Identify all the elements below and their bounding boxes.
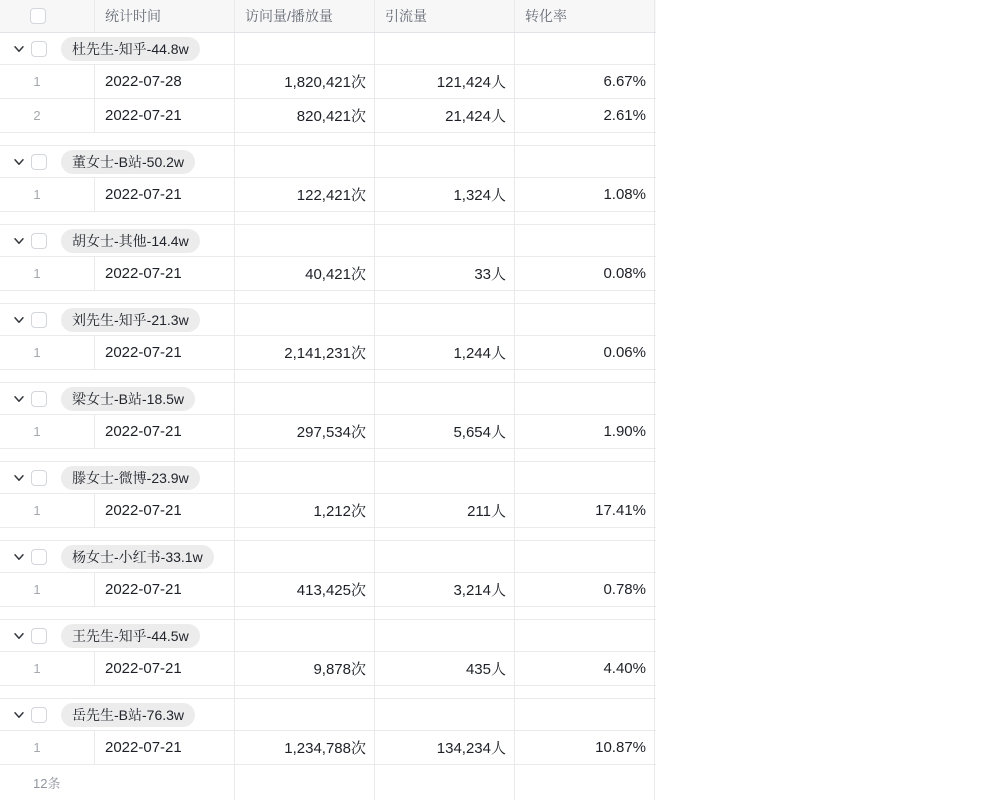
table-header [0,0,656,33]
group-label: 董女士-B站-50.2w [61,150,195,174]
group-rows [0,257,656,291]
group-spacer [0,607,656,620]
group-block [0,133,656,212]
group-spacer [0,133,656,146]
group-checkbox[interactable] [31,233,47,249]
group-rows [0,494,656,528]
group-rows [0,415,656,449]
cell-rate[interactable]: 2.61% [515,99,655,132]
chevron-down-icon[interactable] [12,42,26,56]
cell-rate[interactable]: 6.67% [515,65,655,98]
cell-date[interactable]: 2022-07-28 [95,65,235,98]
group-spacer [0,686,656,699]
cell-rate[interactable]: 0.08% [515,257,655,290]
cell-visits[interactable]: 2,141,231次 [235,336,375,369]
select-all-checkbox[interactable] [30,8,46,24]
table-row[interactable] [0,178,656,212]
table-row[interactable] [0,99,656,133]
group-header-row [0,699,656,731]
cell-date[interactable]: 2022-07-21 [95,731,235,764]
cell-date[interactable]: 2022-07-21 [95,652,235,685]
cell-date[interactable]: 2022-07-21 [95,257,235,290]
group-title-cell [0,304,235,335]
cell-leads[interactable]: 435人 [375,652,515,685]
group-checkbox[interactable] [31,154,47,170]
group-header-row [0,462,656,494]
cell-date[interactable]: 2022-07-21 [95,573,235,606]
group-title-cell [0,462,235,493]
group-rows [0,652,656,686]
group-header-row [0,33,656,65]
table-row[interactable] [0,65,656,99]
row-number: 2 [0,99,95,132]
cell-date[interactable]: 2022-07-21 [95,336,235,369]
cell-leads[interactable]: 134,234人 [375,731,515,764]
group-header-row [0,225,656,257]
column-header-visits[interactable]: 访问量/播放量 [235,0,375,32]
cell-visits[interactable]: 1,212次 [235,494,375,527]
group-label: 胡女士-其他-14.4w [61,229,200,253]
chevron-down-icon[interactable] [12,629,26,643]
group-checkbox[interactable] [31,312,47,328]
group-label: 杨女士-小红书-33.1w [61,545,214,569]
group-block [0,212,656,291]
cell-leads[interactable]: 211人 [375,494,515,527]
chevron-down-icon[interactable] [12,155,26,169]
cell-leads[interactable]: 1,244人 [375,336,515,369]
group-rows [0,65,656,133]
chevron-down-icon[interactable] [12,471,26,485]
row-number: 1 [0,178,95,211]
group-spacer [0,212,656,225]
chevron-down-icon[interactable] [12,550,26,564]
cell-date[interactable]: 2022-07-21 [95,415,235,448]
cell-visits[interactable]: 1,820,421次 [235,65,375,98]
group-rows [0,573,656,607]
cell-leads[interactable]: 21,424人 [375,99,515,132]
row-number: 1 [0,257,95,290]
row-number: 1 [0,336,95,369]
group-label: 梁女士-B站-18.5w [61,387,195,411]
table-body [0,33,656,765]
cell-rate[interactable]: 17.41% [515,494,655,527]
row-number: 1 [0,65,95,98]
group-label: 杜先生-知乎-44.8w [61,37,200,61]
group-label: 刘先生-知乎-21.3w [61,308,200,332]
table-row[interactable] [0,257,656,291]
group-title-cell [0,33,235,64]
cell-visits[interactable]: 9,878次 [235,652,375,685]
group-block [0,528,656,607]
group-rows [0,336,656,370]
table-row[interactable] [0,652,656,686]
group-checkbox[interactable] [31,470,47,486]
group-block [0,686,656,765]
group-title-cell [0,225,235,256]
table-row[interactable] [0,494,656,528]
group-block [0,449,656,528]
column-header-leads[interactable]: 引流量 [375,0,515,32]
group-spacer [0,291,656,304]
cell-visits[interactable]: 820,421次 [235,99,375,132]
cell-date[interactable]: 2022-07-21 [95,178,235,211]
group-checkbox[interactable] [31,41,47,57]
cell-leads[interactable]: 1,324人 [375,178,515,211]
group-title-cell [0,541,235,572]
row-number: 1 [0,731,95,764]
record-count: 12条 [0,765,235,800]
chevron-down-icon[interactable] [12,708,26,722]
group-header-row [0,620,656,652]
cell-visits[interactable]: 122,421次 [235,178,375,211]
cell-rate[interactable]: 4.40% [515,652,655,685]
group-title-cell [0,383,235,414]
row-number: 1 [0,494,95,527]
group-block [0,607,656,686]
group-title-cell [0,699,235,730]
group-checkbox[interactable] [31,628,47,644]
group-label: 王先生-知乎-44.5w [61,624,200,648]
group-checkbox[interactable] [31,391,47,407]
group-label: 滕女士-微博-23.9w [61,466,200,490]
group-spacer [0,449,656,462]
cell-rate[interactable]: 1.90% [515,415,655,448]
group-title-cell [0,620,235,651]
group-header-row [0,146,656,178]
group-rows [0,178,656,212]
column-header-date[interactable]: 统计时间 [95,0,235,32]
cell-leads[interactable]: 121,424人 [375,65,515,98]
row-number: 1 [0,652,95,685]
cell-rate[interactable]: 0.78% [515,573,655,606]
cell-date[interactable]: 2022-07-21 [95,494,235,527]
header-select-cell [0,0,95,32]
cell-leads[interactable]: 5,654人 [375,415,515,448]
group-block [0,291,656,370]
group-block [0,33,656,133]
group-label: 岳先生-B站-76.3w [61,703,195,727]
group-block [0,370,656,449]
group-checkbox[interactable] [31,707,47,723]
group-header-row [0,304,656,336]
table-row[interactable] [0,336,656,370]
group-header-row [0,541,656,573]
table-row[interactable] [0,731,656,765]
cell-visits[interactable]: 413,425次 [235,573,375,606]
cell-rate[interactable]: 0.06% [515,336,655,369]
cell-rate[interactable]: 1.08% [515,178,655,211]
row-number: 1 [0,573,95,606]
table-row[interactable] [0,415,656,449]
cell-visits[interactable]: 297,534次 [235,415,375,448]
cell-leads[interactable]: 33人 [375,257,515,290]
cell-rate[interactable]: 10.87% [515,731,655,764]
group-rows [0,731,656,765]
chevron-down-icon[interactable] [12,313,26,327]
cell-date[interactable]: 2022-07-21 [95,99,235,132]
table-row[interactable] [0,573,656,607]
group-checkbox[interactable] [31,549,47,565]
column-header-rate[interactable]: 转化率 [515,0,655,32]
cell-leads[interactable]: 3,214人 [375,573,515,606]
group-header-row [0,383,656,415]
group-title-cell [0,146,235,177]
chevron-down-icon[interactable] [12,392,26,406]
row-number: 1 [0,415,95,448]
chevron-down-icon[interactable] [12,234,26,248]
group-spacer [0,370,656,383]
cell-visits[interactable]: 1,234,788次 [235,731,375,764]
group-spacer [0,528,656,541]
table-footer [0,765,656,800]
cell-visits[interactable]: 40,421次 [235,257,375,290]
